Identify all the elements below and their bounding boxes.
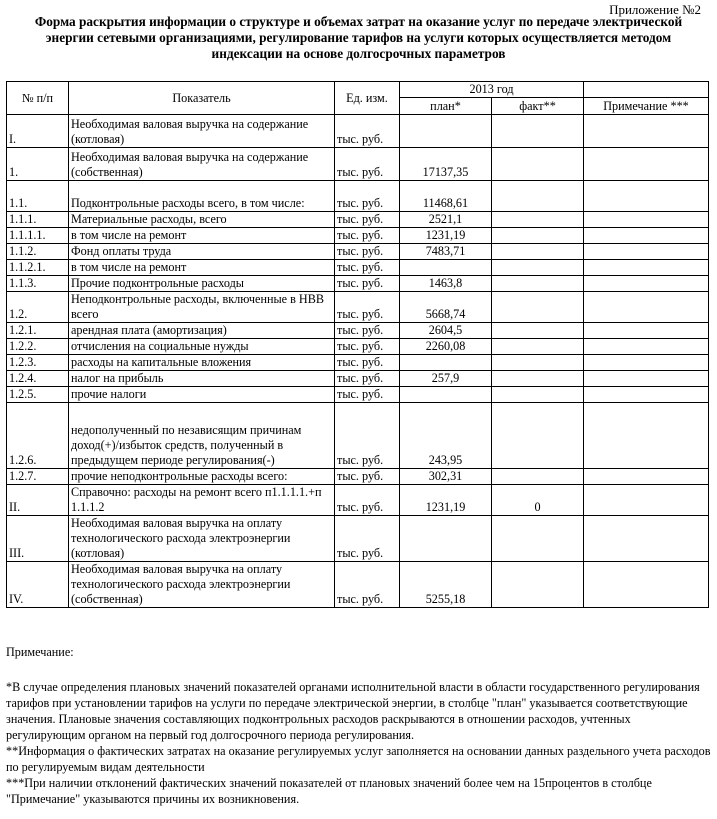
row-note [584, 485, 709, 516]
row-unit: тыс. руб. [335, 148, 400, 181]
row-plan-value: 2521,1 [400, 212, 492, 228]
row-unit: тыс. руб. [335, 244, 400, 260]
row-plan-value: 5668,74 [400, 292, 492, 323]
row-unit: тыс. руб. [335, 228, 400, 244]
title-line-2: энергии сетевыми организациями, регулирование тарифов на услуги которых осуществляется методом [45, 30, 672, 45]
row-indicator: Необходимая валовая выручка на оплату технологического расхода электроэнергии (котловая) [69, 516, 335, 562]
header-num: № п/п [7, 82, 69, 115]
row-number: 1.2.5. [7, 387, 69, 403]
table-row [7, 115, 709, 148]
row-note [584, 148, 709, 181]
table-row [7, 562, 709, 608]
row-plan-value: 2260,08 [400, 339, 492, 355]
row-indicator: расходы на капитальные вложения [69, 355, 335, 371]
row-number: 1.2. [7, 292, 69, 323]
row-unit: тыс. руб. [335, 276, 400, 292]
row-note [584, 387, 709, 403]
row-plan-value [400, 516, 492, 562]
row-number: 1.1.1. [7, 212, 69, 228]
row-note [584, 212, 709, 228]
row-number: 1.2.2. [7, 339, 69, 355]
row-indicator: прочие налоги [69, 387, 335, 403]
row-number: 1.2.1. [7, 323, 69, 339]
row-note [584, 276, 709, 292]
row-fact-value [492, 228, 584, 244]
table-row [7, 181, 709, 212]
row-plan-value: 1231,19 [400, 228, 492, 244]
row-plan-value: 257,9 [400, 371, 492, 387]
row-plan-value: 11468,61 [400, 181, 492, 212]
row-unit: тыс. руб. [335, 387, 400, 403]
row-note [584, 260, 709, 276]
row-note [584, 403, 709, 469]
row-fact-value [492, 562, 584, 608]
header-note: Примечание *** [584, 98, 709, 115]
row-plan-value: 243,95 [400, 403, 492, 469]
row-note [584, 371, 709, 387]
document-title [0, 14, 717, 62]
notes-section [6, 644, 711, 807]
row-plan-value: 1231,19 [400, 485, 492, 516]
row-unit: тыс. руб. [335, 260, 400, 276]
row-number: 1.2.7. [7, 469, 69, 485]
row-indicator: в том числе на ремонт [69, 228, 335, 244]
table-row [7, 371, 709, 387]
row-plan-value [400, 260, 492, 276]
row-plan-value [400, 355, 492, 371]
row-indicator: Неподконтрольные расходы, включенные в НВВ всего [69, 292, 335, 323]
row-indicator: Прочие подконтрольные расходы [69, 276, 335, 292]
table-row [7, 292, 709, 323]
row-note [584, 339, 709, 355]
row-unit: тыс. руб. [335, 292, 400, 323]
row-note [584, 323, 709, 339]
row-number: II. [7, 485, 69, 516]
row-fact-value: 0 [492, 485, 584, 516]
row-indicator: Материальные расходы, всего [69, 212, 335, 228]
row-indicator: Справочно: расходы на ремонт всего п1.1.1.1.+п 1.1.1.2 [69, 485, 335, 516]
row-number: 1.2.4. [7, 371, 69, 387]
row-note [584, 115, 709, 148]
table-row [7, 339, 709, 355]
header-unit: Ед. изм. [335, 82, 400, 115]
row-note [584, 244, 709, 260]
row-unit: тыс. руб. [335, 485, 400, 516]
note-fact: **Информация о фактических затратах на оказание регулируемых услуг заполняется на основании данных раздельного учета расходов по регулируемым видам деятельности [6, 744, 711, 774]
row-fact-value [492, 516, 584, 562]
row-fact-value [492, 371, 584, 387]
row-number: 1.1. [7, 181, 69, 212]
row-fact-value [492, 403, 584, 469]
header-year: 2013 год [400, 82, 584, 98]
note-plan: *В случае определения плановых значений показателей органами исполнительной власти в области государственного регулирования тарифов при установлении тарифов на услуги по передаче электрической энергии, в столбце "план" указывается соответствующие значения. Плановые значения составляющих подконтрольных расходов раскрываются в отношении расходов, учтенных регулирующим органом на первый год долгосрочного периода регулирования. [6, 680, 700, 742]
row-number: 1.1.2.1. [7, 260, 69, 276]
row-plan-value: 1463,8 [400, 276, 492, 292]
row-note [584, 562, 709, 608]
header-indicator: Показатель [69, 82, 335, 115]
row-note [584, 469, 709, 485]
note-remark: ***При наличии отклонений фактических значений показателей от плановых значений более чем на 15процентов в столбце "Примечание" указываются причины их возникновения. [6, 776, 652, 806]
table-row [7, 485, 709, 516]
header-plan: план* [400, 98, 492, 115]
row-fact-value [492, 212, 584, 228]
row-unit: тыс. руб. [335, 562, 400, 608]
row-number: 1. [7, 148, 69, 181]
row-unit: тыс. руб. [335, 115, 400, 148]
table-row [7, 469, 709, 485]
table-row [7, 276, 709, 292]
row-fact-value [492, 148, 584, 181]
row-unit: тыс. руб. [335, 355, 400, 371]
row-note [584, 355, 709, 371]
row-fact-value [492, 292, 584, 323]
row-fact-value [492, 469, 584, 485]
row-fact-value [492, 323, 584, 339]
row-indicator: арендная плата (амортизация) [69, 323, 335, 339]
row-indicator: отчисления на социальные нужды [69, 339, 335, 355]
table-row [7, 228, 709, 244]
row-note [584, 516, 709, 562]
row-fact-value [492, 115, 584, 148]
row-number: I. [7, 115, 69, 148]
table-row [7, 323, 709, 339]
row-fact-value [492, 260, 584, 276]
row-indicator: Необходимая валовая выручка на содержание (котловая) [69, 115, 335, 148]
row-indicator: Фонд оплаты труда [69, 244, 335, 260]
row-plan-value: 5255,18 [400, 562, 492, 608]
row-unit: тыс. руб. [335, 181, 400, 212]
row-indicator: Необходимая валовая выручка на оплату технологического расхода электроэнергии (собственная) [69, 562, 335, 608]
appendix-label: Приложение №2 [609, 2, 701, 17]
row-plan-value [400, 115, 492, 148]
row-indicator: налог на прибыль [69, 371, 335, 387]
row-note [584, 292, 709, 323]
row-plan-value: 17137,35 [400, 148, 492, 181]
cost-structure-table [6, 81, 709, 608]
table-row [7, 355, 709, 371]
row-unit: тыс. руб. [335, 212, 400, 228]
row-unit: тыс. руб. [335, 339, 400, 355]
title-line-3: индексации на основе долгосрочных параметров [211, 46, 506, 61]
row-number: 1.1.3. [7, 276, 69, 292]
row-indicator: Необходимая валовая выручка на содержание (собственная) [69, 148, 335, 181]
row-indicator: недополученный по независящим причинам доход(+)/избыток средств, полученный в предыдущем периоде регулирования(-) [69, 403, 335, 469]
row-fact-value [492, 387, 584, 403]
row-number: 1.2.3. [7, 355, 69, 371]
row-plan-value: 302,31 [400, 469, 492, 485]
row-unit: тыс. руб. [335, 516, 400, 562]
row-note [584, 228, 709, 244]
row-plan-value: 2604,5 [400, 323, 492, 339]
header-empty [584, 82, 709, 98]
row-fact-value [492, 244, 584, 260]
row-plan-value: 7483,71 [400, 244, 492, 260]
table-row [7, 244, 709, 260]
row-fact-value [492, 339, 584, 355]
table-row [7, 387, 709, 403]
row-indicator: прочие неподконтрольные расходы всего: [69, 469, 335, 485]
row-fact-value [492, 276, 584, 292]
row-unit: тыс. руб. [335, 323, 400, 339]
row-number: 1.1.2. [7, 244, 69, 260]
row-fact-value [492, 181, 584, 212]
row-number: 1.2.6. [7, 403, 69, 469]
table-row [7, 403, 709, 469]
table-row [7, 260, 709, 276]
row-note [584, 181, 709, 212]
row-indicator: в том числе на ремонт [69, 260, 335, 276]
notes-title: Примечание: [6, 645, 74, 659]
table-row [7, 212, 709, 228]
table-row [7, 516, 709, 562]
header-fact: факт** [492, 98, 584, 115]
row-number: 1.1.1.1. [7, 228, 69, 244]
row-plan-value [400, 387, 492, 403]
row-number: III. [7, 516, 69, 562]
row-fact-value [492, 355, 584, 371]
row-number: IV. [7, 562, 69, 608]
row-unit: тыс. руб. [335, 371, 400, 387]
row-unit: тыс. руб. [335, 403, 400, 469]
table-row [7, 148, 709, 181]
title-line-1: Форма раскрытия информации о структуре и объемах затрат на оказание услуг по передаче электрической [34, 14, 683, 29]
row-unit: тыс. руб. [335, 469, 400, 485]
row-indicator: Подконтрольные расходы всего, в том числе: [69, 181, 335, 212]
